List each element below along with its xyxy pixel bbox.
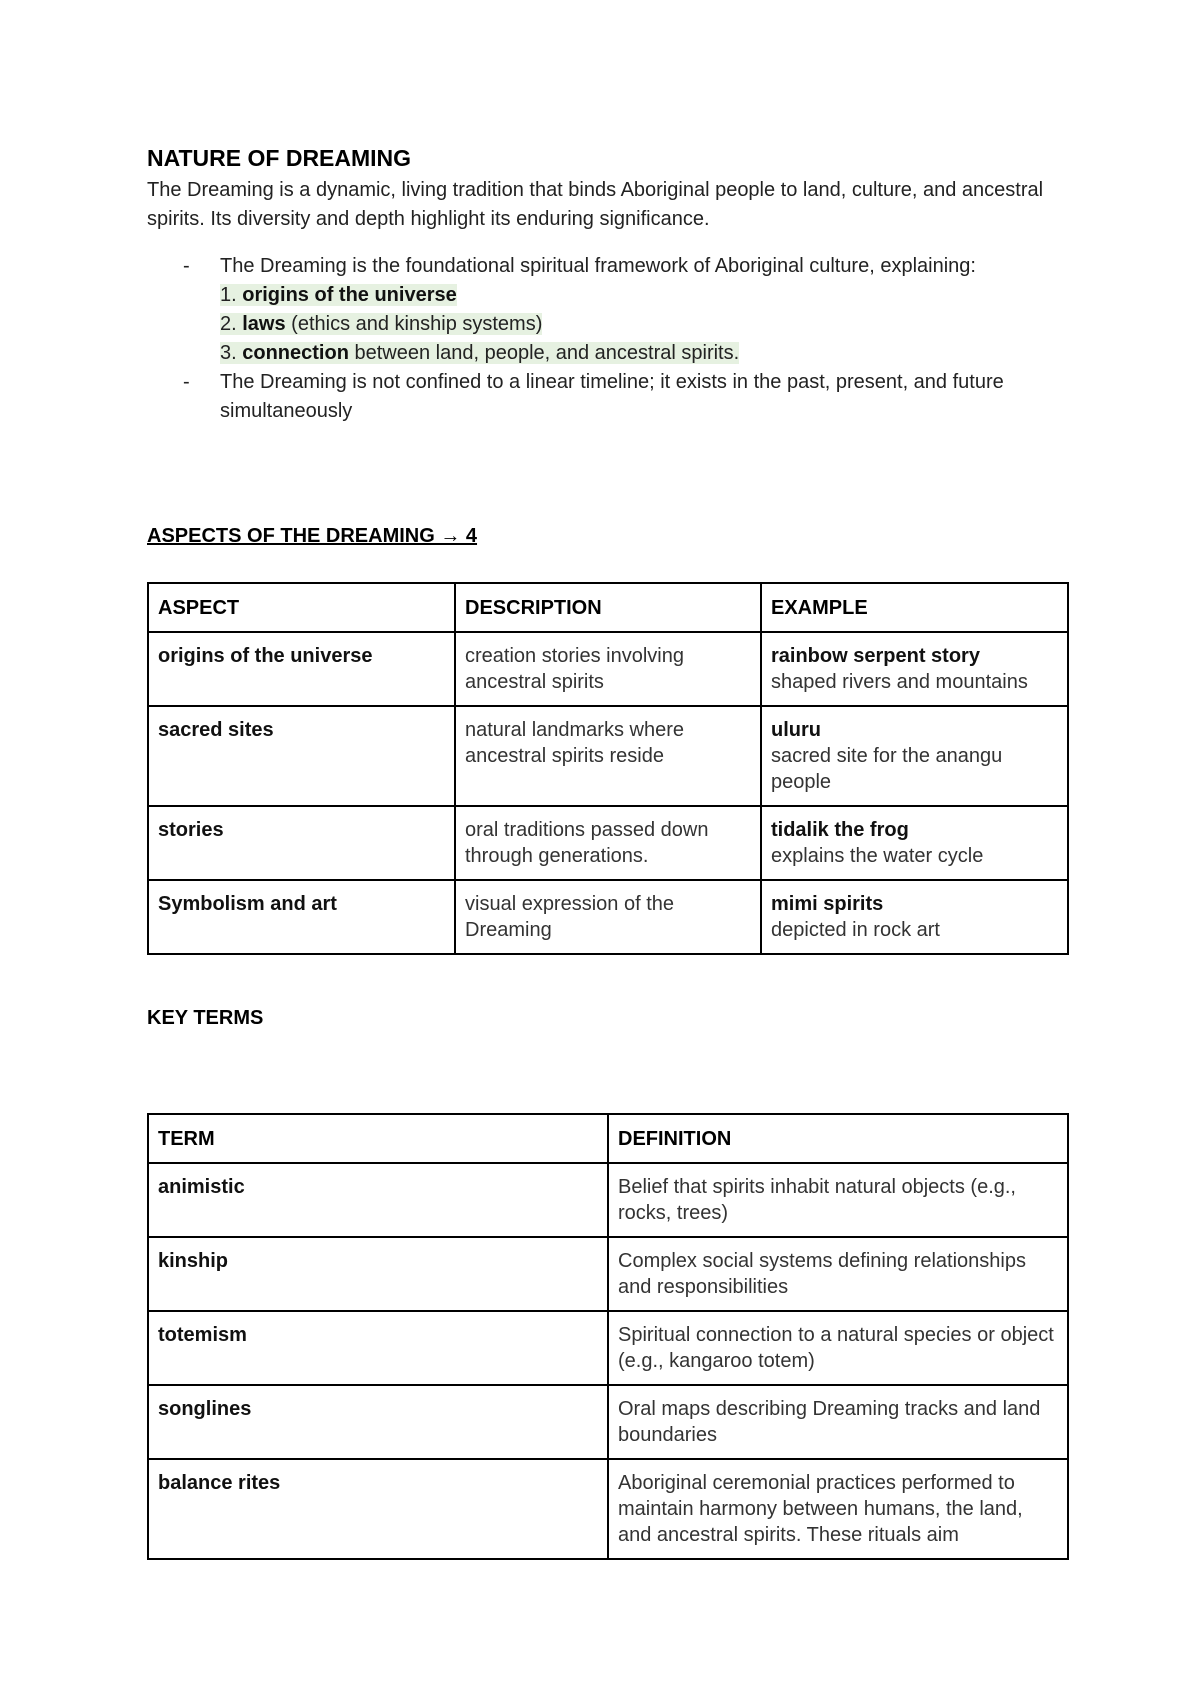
table-row — [148, 1237, 1068, 1311]
table-row — [148, 1163, 1068, 1237]
example-desc: explains the water cycle — [771, 845, 984, 867]
example-title: tidalik the frog — [771, 819, 909, 841]
highlight — [220, 313, 542, 335]
key-terms-heading: KEY TERMS — [147, 1007, 264, 1029]
key-terms-table — [147, 1113, 1069, 1560]
number: 3. — [220, 342, 237, 364]
bullet-text: The Dreaming is the foundational spiritual framework of Aboriginal culture, explaining: — [220, 255, 976, 277]
table-row — [148, 632, 1068, 706]
numbered-line — [220, 339, 1067, 368]
description-cell: creation stories involving ancestral spirits — [455, 632, 761, 706]
example-title: uluru — [771, 719, 821, 741]
aspect-cell: origins of the universe — [148, 632, 455, 706]
aspect-cell: Symbolism and art — [148, 880, 455, 954]
highlight — [220, 342, 739, 364]
aspects-heading: ASPECTS OF THE DREAMING → 4 — [147, 525, 478, 547]
dash-marker: - — [183, 255, 190, 277]
example-desc: depicted in rock art — [771, 919, 940, 941]
dash-marker: - — [183, 371, 190, 393]
number: 1. — [220, 284, 237, 306]
page-title: NATURE OF DREAMING — [147, 145, 412, 171]
aspects-table — [147, 582, 1069, 955]
definition-cell: Spiritual connection to a natural species or object (e.g., kangaroo totem) — [608, 1311, 1068, 1385]
list-item — [147, 368, 1067, 426]
example-cell — [761, 706, 1068, 806]
numbered-line — [220, 310, 1067, 339]
intro-paragraph: The Dreaming is a dynamic, living tradition that binds Aboriginal people to land, culture, and ancestral spirits. Its diversity and depth highlight its enduring significance. — [147, 179, 1044, 230]
example-desc: sacred site for the anangu people — [771, 745, 1003, 793]
table-row — [148, 706, 1068, 806]
example-cell — [761, 880, 1068, 954]
document-page — [147, 140, 1067, 1546]
table-row — [148, 1311, 1068, 1385]
header-term: TERM — [148, 1114, 608, 1163]
term-cell: animistic — [148, 1163, 608, 1237]
header-example: EXAMPLE — [761, 583, 1068, 632]
description-cell: visual expression of the Dreaming — [455, 880, 761, 954]
header-description: DESCRIPTION — [455, 583, 761, 632]
definition-cell: Aboriginal ceremonial practices performed to maintain harmony between humans, the land, and ancestral spirits. These rituals aim — [608, 1459, 1068, 1559]
list-item — [147, 252, 1067, 368]
example-title: rainbow serpent story — [771, 645, 980, 667]
example-cell — [761, 632, 1068, 706]
term-cell: kinship — [148, 1237, 608, 1311]
table-row — [148, 880, 1068, 954]
description-cell: natural landmarks where ancestral spirits reside — [455, 706, 761, 806]
example-cell — [761, 806, 1068, 880]
table-header-row — [148, 1114, 1068, 1163]
definition-cell: Oral maps describing Dreaming tracks and land boundaries — [608, 1385, 1068, 1459]
header-aspect: ASPECT — [148, 583, 455, 632]
bold-term: origins of the universe — [242, 284, 457, 306]
highlight — [220, 284, 457, 306]
aspect-cell: stories — [148, 806, 455, 880]
term-cell: balance rites — [148, 1459, 608, 1559]
example-desc: shaped rivers and mountains — [771, 671, 1028, 693]
rest-text: between land, people, and ancestral spirits. — [354, 342, 740, 364]
definition-cell: Belief that spirits inhabit natural objects (e.g., rocks, trees) — [608, 1163, 1068, 1237]
numbered-line — [220, 281, 1067, 310]
bullet-text: The Dreaming is not confined to a linear timeline; it exists in the past, present, and future simultaneously — [220, 371, 1004, 422]
table-row — [148, 1385, 1068, 1459]
definition-cell: Complex social systems defining relationships and responsibilities — [608, 1237, 1068, 1311]
table-row — [148, 806, 1068, 880]
header-definition: DEFINITION — [608, 1114, 1068, 1163]
bold-term: connection — [242, 342, 349, 364]
description-cell: oral traditions passed down through generations. — [455, 806, 761, 880]
example-title: mimi spirits — [771, 893, 884, 915]
number: 2. — [220, 313, 237, 335]
rest-text: (ethics and kinship systems) — [291, 313, 543, 335]
table-header-row — [148, 583, 1068, 632]
term-cell: totemism — [148, 1311, 608, 1385]
aspect-cell: sacred sites — [148, 706, 455, 806]
bold-term: laws — [242, 313, 286, 335]
term-cell: songlines — [148, 1385, 608, 1459]
table-row — [148, 1459, 1068, 1559]
dreaming-bullet-list — [147, 252, 1067, 426]
